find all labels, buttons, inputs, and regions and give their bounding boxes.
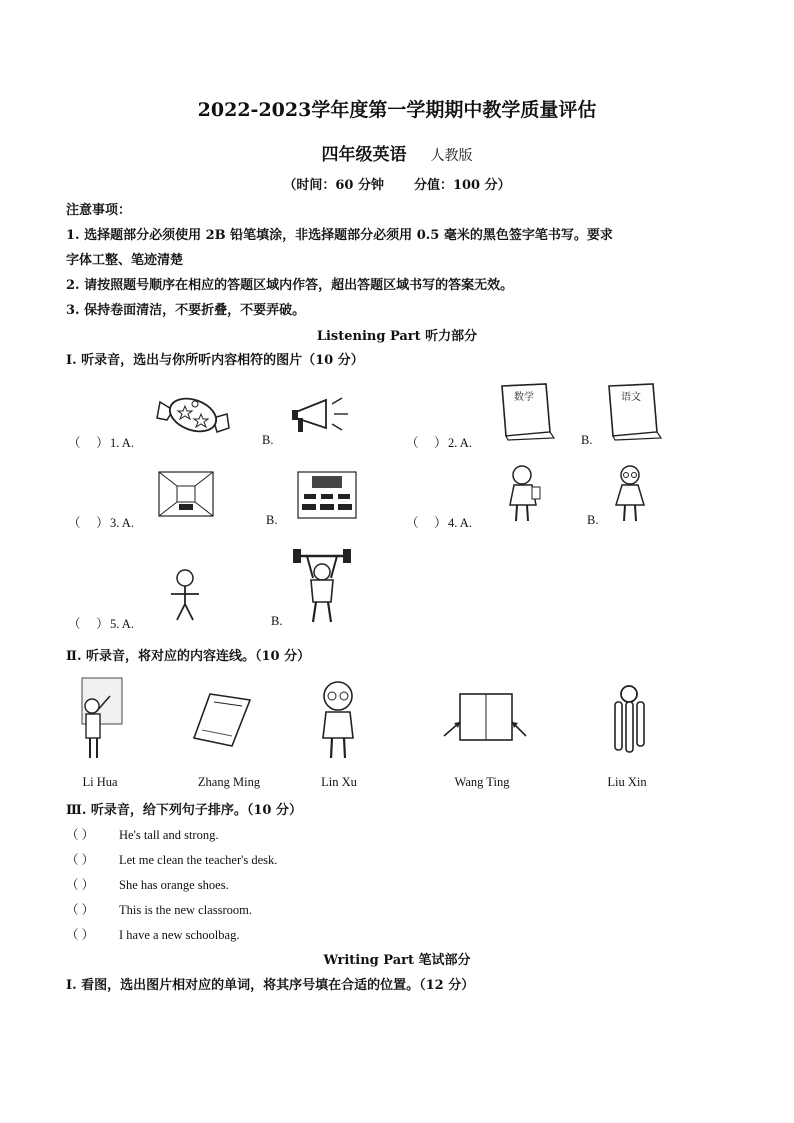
option-b-label: B. xyxy=(266,513,278,527)
note-item: 2. 请按照题号顺序在相应的答题区域内作答，超出答题区域书写的答案无效。 xyxy=(66,278,514,293)
chinese-book-image[interactable] xyxy=(603,380,663,442)
question-3 xyxy=(68,513,134,531)
sentence-text: I have a new schoolbag. xyxy=(119,928,240,942)
book-label-math: 数学 xyxy=(514,392,534,403)
answer-paren[interactable]: （ ） xyxy=(66,878,95,892)
girl-with-glasses-image[interactable] xyxy=(612,463,650,525)
subject-label: 四年级英语 xyxy=(321,145,407,165)
score-label: 分值：100 分） xyxy=(413,178,511,193)
name-label: Wang Ting xyxy=(454,775,510,789)
answer-paren[interactable]: （ ） xyxy=(66,828,95,842)
boy-at-blackboard-image[interactable] xyxy=(66,676,126,762)
option-b-label: B. xyxy=(271,614,283,628)
thin-boy-image[interactable] xyxy=(165,568,205,624)
sentence-item xyxy=(66,825,218,843)
answer-paren[interactable]: （ ） xyxy=(66,853,95,867)
question-number: 1. A. xyxy=(110,436,134,450)
section3-heading: Ⅲ. 听录音，给下列句子排序。（10 分） xyxy=(66,803,302,818)
exam-title: 2022-2023学年度第一学期期中教学质量评估 xyxy=(197,99,597,121)
name-label: Lin Xu xyxy=(321,775,357,789)
sentence-item xyxy=(66,875,229,893)
boy-with-glasses-image[interactable] xyxy=(313,676,363,762)
notes-heading: 注意事项： xyxy=(66,203,132,218)
keys-image[interactable] xyxy=(603,682,655,758)
question-4 xyxy=(406,513,472,531)
sentence-text: He's tall and strong. xyxy=(119,828,219,842)
sentence-item xyxy=(66,900,252,918)
sentence-item xyxy=(66,925,239,943)
question-1 xyxy=(68,433,134,451)
name-label: Liu Xin xyxy=(607,775,647,789)
answer-paren[interactable]: （ ） xyxy=(68,436,109,450)
megaphone-image[interactable] xyxy=(290,390,354,440)
section1-heading: I. 听录音，选出与你所听内容相符的图片（10 分） xyxy=(66,353,364,368)
question-5 xyxy=(68,614,134,632)
answer-paren[interactable]: （ ） xyxy=(66,928,95,942)
sentence-text: This is the new classroom. xyxy=(119,903,252,917)
answer-paren[interactable]: （ ） xyxy=(406,436,447,450)
exam-time-score xyxy=(0,174,794,193)
option-b-label: B. xyxy=(587,513,599,527)
answer-paren[interactable]: （ ） xyxy=(68,617,109,631)
option-b-label: B. xyxy=(262,433,274,447)
time-label: （时间：60 分钟 xyxy=(283,178,384,193)
question-number: 2. A. xyxy=(448,436,472,450)
note-item: 字体工整、笔迹清楚 xyxy=(66,253,184,268)
sentence-text: Let me clean the teacher's desk. xyxy=(119,853,278,867)
note-item: 3. 保持卷面清洁，不要折叠，不要弄破。 xyxy=(66,303,306,318)
question-2 xyxy=(406,433,472,451)
edition-label: 人教版 xyxy=(430,148,473,164)
section2-heading: Ⅱ. 听录音，将对应的内容连线。（10 分） xyxy=(66,649,311,664)
answer-paren[interactable]: （ ） xyxy=(66,903,95,917)
sentence-item xyxy=(66,850,277,868)
name-label: Zhang Ming xyxy=(197,775,261,789)
name-label: Li Hua xyxy=(82,775,118,789)
writing-section1-heading: I. 看图，选出图片相对应的单词，将其序号填在合适的位置。（12 分） xyxy=(66,978,475,993)
math-book-image[interactable] xyxy=(496,380,558,442)
writing-part-title: Writing Part 笔试部分 xyxy=(323,953,471,968)
note-item: 1. 选择题部分必须使用 2B 铅笔填涂，非选择题部分必须用 0.5 毫米的黑色签字笔书写。要求 xyxy=(66,228,613,243)
girl-with-bag-image[interactable] xyxy=(504,463,544,525)
sentence-text: She has orange shoes. xyxy=(119,878,229,892)
door-window-image[interactable] xyxy=(440,688,530,750)
exam-subject xyxy=(0,140,794,165)
option-b-label: B. xyxy=(581,433,593,447)
classroom-image[interactable] xyxy=(296,470,358,520)
question-number: 5. A. xyxy=(110,617,134,631)
answer-paren[interactable]: （ ） xyxy=(406,516,447,530)
listening-part-title: Listening Part 听力部分 xyxy=(316,329,478,344)
hallway-image[interactable] xyxy=(157,470,215,518)
book-label-chinese: 语文 xyxy=(621,392,641,403)
answer-paren[interactable]: （ ） xyxy=(68,516,109,530)
weightlifter-image[interactable] xyxy=(291,546,353,626)
question-number: 4. A. xyxy=(448,516,472,530)
question-number: 3. A. xyxy=(110,516,134,530)
notebook-image[interactable] xyxy=(192,690,254,750)
candy-image[interactable] xyxy=(155,388,230,440)
